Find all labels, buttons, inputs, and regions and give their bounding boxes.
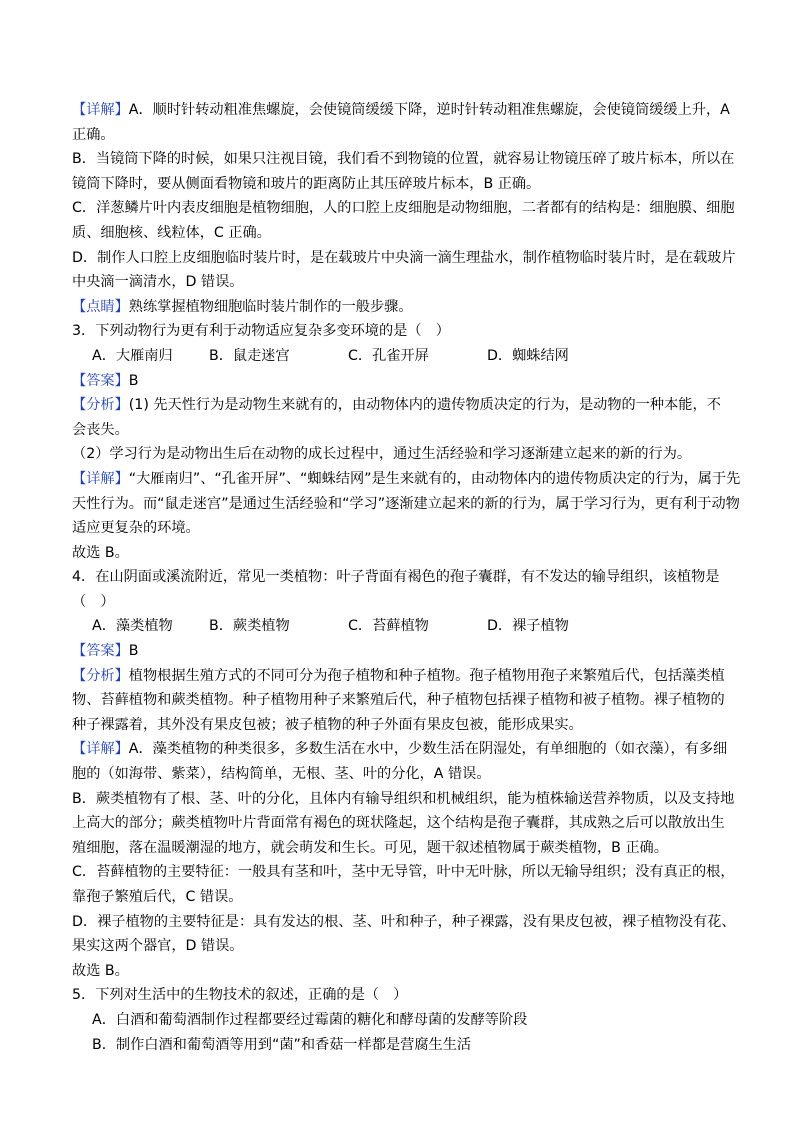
q4-stem-line-1: 4．在山阴面或溪流附近，常见一类植物：叶子背面有褐色的孢子囊群，有不发达的输导组织，该植物是 xyxy=(72,569,720,586)
q3-analysis-line-3: （2）学习行为是动物出生后在动物的成长过程中，通过生活经验和学习逐渐建立起来的新的行为。 xyxy=(72,446,692,463)
q3-answer: 【答案】B xyxy=(72,372,139,389)
detail-tag: 【详解】 xyxy=(72,741,129,758)
q3-option-a: A．大雁南归 xyxy=(92,347,173,364)
q3-detail-line-1: 【详解】“大雁南归”、“孔雀开屏”、“蜘蛛结网”是生来就有的，由动物体内的遗传物质决定的行为，属于先 xyxy=(72,470,741,487)
q3-option-b: B．鼠走迷宫 xyxy=(209,347,290,364)
answer-tag: 【答案】 xyxy=(72,372,129,389)
q4-options xyxy=(72,614,724,639)
q4-analysis-line-3: 种子裸露着，其外没有果皮包被；被子植物的种子外面有果皮包被，能形成果实。 xyxy=(72,716,583,733)
q4-option-c-explain-1: C．苔藓植物的主要特征：一般具有茎和叶，茎中无导管，叶中无叶脉，所以无输导组织；没有真正的根， xyxy=(72,864,735,881)
q2-option-d-explain-1: D．制作人口腔上皮细胞临时装片时，是在载玻片中央滴一滴生理盐水，制作植物临时装片时，是在载玻片 xyxy=(72,249,736,266)
q3-conclusion: 故选 B。 xyxy=(72,544,129,561)
q3-option-c: C．孔雀开屏 xyxy=(348,347,429,364)
q5-option-b: B．制作白酒和葡萄酒等用到“菌”和香菇一样都是营腐生生活 xyxy=(92,1036,472,1053)
q4-detail-line-1: 【详解】A．藻类植物的种类很多，多数生活在水中，少数生活在阴湿处，有单细胞的（如衣藻），有多细 xyxy=(72,741,728,758)
q2-option-d-explain-2: 中央滴一滴清水，D 错误。 xyxy=(72,274,244,291)
q3-options xyxy=(72,344,724,369)
q3-detail-line-3: 适应更复杂的环境。 xyxy=(72,520,200,537)
point-tag: 【点睛】 xyxy=(72,298,129,315)
q4-answer: 【答案】B xyxy=(72,643,139,660)
q4-option-d: D．裸子植物 xyxy=(487,618,569,635)
q4-option-d-explain-2: 果实这两个器官，D 错误。 xyxy=(72,938,244,955)
q3-analysis-line-1: 【分析】(1) 先天性行为是动物生来就有的，由动物体内的遗传物质决定的行为，是动物的一种本能，不 xyxy=(72,397,721,414)
q4-option-b-explain-2: 上高大的部分；蕨类植物叶片背面常有褐色的斑状隆起，这个结构是孢子囊群，其成熟之后可以散放出生 xyxy=(72,815,725,832)
answer-tag: 【答案】 xyxy=(72,643,129,660)
q4-option-c-explain-2: 靠孢子繁殖后代，C 错误。 xyxy=(72,889,243,905)
q3-analysis-line-2: 会丧失。 xyxy=(72,421,129,438)
q4-option-b-explain-3: 殖细胞，落在温暖潮湿的地方，就会萌发和生长。可见，题干叙述植物属于蕨类植物，B 正确。 xyxy=(72,839,668,856)
q4-option-b-explain-1: B．蕨类植物有了根、茎、叶的分化，且体内有输导组织和机械组织，能为植株输送营养物质，以及支持地 xyxy=(72,790,735,807)
q4-option-c: C．苔藓植物 xyxy=(348,618,429,635)
analysis-tag: 【分析】 xyxy=(72,397,129,414)
q4-analysis-line-2: 物、苔藓植物和蕨类植物。种子植物用种子来繁殖后代，种子植物包括裸子植物和被子植物。裸子植物的 xyxy=(72,692,725,709)
q4-option-d-explain-1: D．裸子植物的主要特征是：具有发达的根、茎、叶和种子，种子裸露，没有果皮包被，裸子植物没有花、 xyxy=(72,913,736,930)
q3-stem: 3．下列动物行为更有利于动物适应复杂多变环境的是（ ） xyxy=(72,323,450,340)
q3-detail-line-2: 天性行为。而“鼠走迷宫”是通过生活经验和“学习”逐渐建立起来的新的行为，属于学习行为，更有利于动物 xyxy=(72,495,740,512)
q4-detail-line-2: 胞的（如海带、紫菜），结构简单，无根、茎、叶的分化，A 错误。 xyxy=(72,766,491,783)
detail-tag: 【详解】 xyxy=(72,470,129,487)
q4-conclusion: 故选 B。 xyxy=(72,962,129,979)
q4-stem-line-2: （ ） xyxy=(72,593,115,610)
q5-stem: 5．下列对生活中的生物技术的叙述，正确的是（ ） xyxy=(72,987,408,1004)
q4-option-b: B．蕨类植物 xyxy=(209,618,290,635)
analysis-tag: 【分析】 xyxy=(72,667,129,684)
q2-option-b-explain-2: 镜筒下降时，要从侧面看物镜和玻片的距离防止其压碎玻片标本，B 正确。 xyxy=(72,175,541,192)
q2-detail-line-1: 【详解】A．顺时针转动粗准焦螺旋，会使镜筒缓缓下降，逆时针转动粗准焦螺旋，会使镜筒缓缓上升，A xyxy=(72,102,730,118)
document-page xyxy=(72,98,741,1057)
q4-analysis-line-1: 【分析】植物根据生殖方式的不同可分为孢子植物和种子植物。孢子植物用孢子来繁殖后代，包括藻类植 xyxy=(72,667,725,684)
q2-option-b-explain-1: B．当镜筒下降的时候，如果只注视目镜，我们看不到物镜的位置，就容易让物镜压碎了玻片标本，所以在 xyxy=(72,151,735,168)
q5-option-a: A．白酒和葡萄酒制作过程都要经过霉菌的糖化和酵母菌的发酵等阶段 xyxy=(92,1011,528,1028)
q2-option-c-explain-2: 质、细胞核、线粒体，C 正确。 xyxy=(72,224,271,241)
q4-option-a: A．藻类植物 xyxy=(92,618,173,635)
detail-tag: 【详解】 xyxy=(72,102,129,118)
q2-point: 【点睛】熟练掌握植物细胞临时装片制作的一般步骤。 xyxy=(72,298,413,315)
q2-option-c-explain-1: C．洋葱鳞片叶内表皮细胞是植物细胞，人的口腔上皮细胞是动物细胞，二者都有的结构是：细胞膜、细胞 xyxy=(72,200,735,217)
q3-option-d: D．蜘蛛结网 xyxy=(487,347,569,364)
q2-detail-line-2: 正确。 xyxy=(72,126,115,143)
